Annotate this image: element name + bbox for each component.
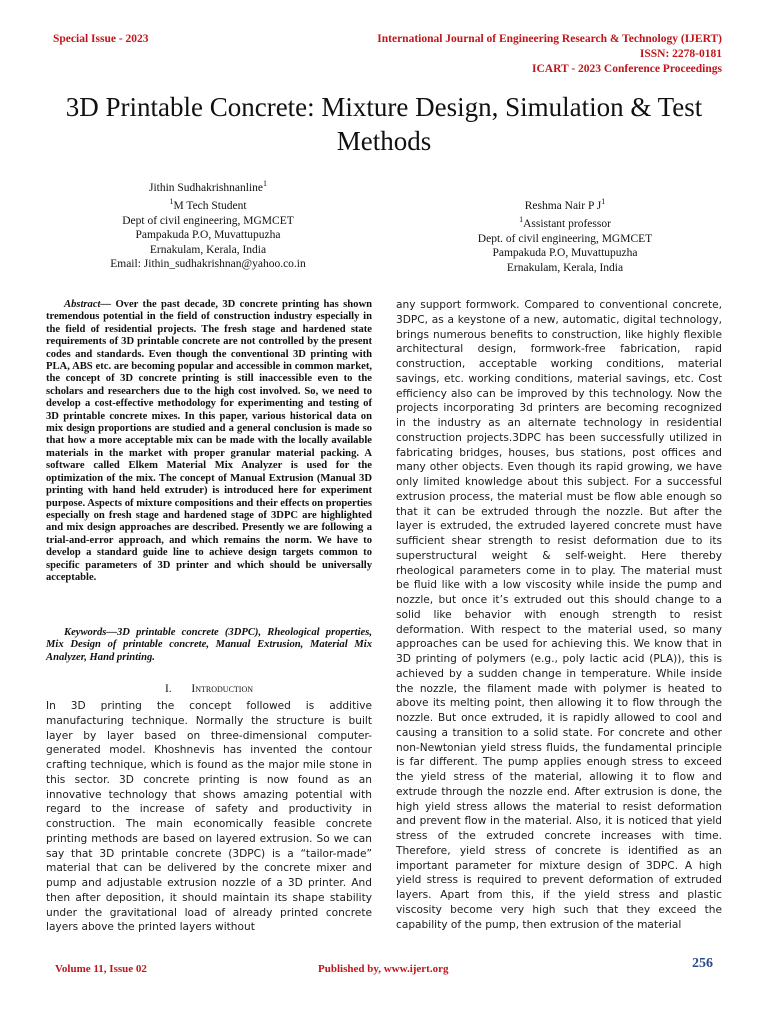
author-1-city: Ernakulam, Kerala, India xyxy=(149,243,267,256)
author-2-address: Pampakuda P.O, Muvattupuzha xyxy=(492,247,638,260)
intro-paragraph: In 3D printing the concept followed is additive manufacturing technique. Normally the structure is built layer by layer based on three-dimensional computer-generated model. Khoshnevis has invented the contour crafting technique, which is found as the major mile stone in this sector. 3D concrete printing is now found as an innovative technology that shows amazing potential with regard to the increase of safety and productivity in construction. The main economically feasible concrete printing methods are based on layered extrusion. So we can say that 3D printable concrete (3DPC) is a “tailor-made” material that can be delivered by the concrete mixer and pump and adjustable extrusion nozzle of a 3D printer. And then after deposition, it should maintain its shape stability under the gravitational load of already printed concrete layers above the printed layers without xyxy=(46,700,372,934)
author-2-role: Assistant professor xyxy=(523,218,611,231)
page-title: 3D Printable Concrete: Mixture Design, Simulation & Test Methods xyxy=(65,92,703,156)
author-1-email: Email: Jithin_sudhakrishnan@yahoo.co.in xyxy=(110,258,306,271)
keywords xyxy=(46,627,372,664)
author-2-superscript: 1 xyxy=(601,197,606,206)
abstract xyxy=(46,299,372,584)
section-number: I. xyxy=(164,683,172,695)
section-title: Introduction xyxy=(191,683,254,695)
author-1-role-superscript: 1 xyxy=(169,197,174,207)
author-1-address: Pampakuda P.O, Muvattupuzha xyxy=(135,229,281,242)
author-block-2 xyxy=(392,195,738,275)
author-2-dept: Dept. of civil engineering, MGMCET xyxy=(477,232,653,245)
author-1-dept: Dept of civil engineering, MGMCET xyxy=(122,214,294,227)
page-number: 256 xyxy=(692,956,713,971)
author-2-city: Ernakulam, Kerala, India xyxy=(506,261,624,274)
author-block-1 xyxy=(30,177,386,272)
abstract-label: Abstract— xyxy=(64,299,112,310)
header-special-issue: Special Issue - 2023 xyxy=(53,33,149,45)
header-journal-name: International Journal of Engineering Research & Technology (IJERT) xyxy=(377,33,722,45)
author-1-role: M Tech Student xyxy=(173,200,247,213)
footer-volume: Volume 11, Issue 02 xyxy=(55,963,147,975)
author-2-name: Reshma Nair P J xyxy=(524,199,602,212)
right-column-paragraph: any support formwork. Compared to conventional concrete, 3DPC, as a keystone of a new, automatic, digital technology, brings numerous benefits to construction, like highly flexible architectural design, formwork-free fabrication, rapid construction, acceptable working conditions, material savings, etc. working conditions, material savings, etc. Cost efficiency also can be improved by this technology. Now the projects incorporating 3d printers are becoming recognized in the industry as an alternate technology in residential construction projects.3DPC has been successfully utilized in fabricating bridges, houses, bus stations, post offices and many other objects. Even though its rapid growing, we have only limited knowledge about this subject. For a successful extrusion process, the material must be flow able enough so that it can be extruded through the nozzle. But after the layer is extruded, the extruded layered concrete must have sufficient shear strength to resist deformation due to its superstructural weight & self-weight. Here thereby rheological parameters come in to play. The material must be fluid like with a low viscosity while inside the pump and nozzle, but once it’s extruded out this should change to a solid like behavior with enough strength to resist deformation. With respect to the material used, so many approaches can be used for achieving this. We know that in 3D printing of polymers (e.g., poly lactic acid (PLA)), this is achieved by a sudden change in temperature. While inside the nozzle, the filament made with polymer is heated to above its melting point, then allowing it to flow through the nozzle. But once extruded, it is rapidly allowed to cool and causing a transition to a solid state. For concrete and other non-Newtonian yield stress fluids, the fundamental principle is far different. The pump applies enough stress to exceed the yield stress of the material, allowing it to flow and extrude through the nozzle end. After extrusion is done, the high yield stress allows the material to resist deformation and prevent flow in the material. Also, it is noticed that yield stress of the extruded concrete increases with time. Therefore, yield stress of concrete is identified as an important parameter for mixture design of 3DPC. A high yield stress is required to prevent deformation of extruded layers. Apart from this, if the yield stress and plastic viscosity become very high such that they exceed the capability of the pump, then extrusion of the material xyxy=(396,299,722,931)
header-conference: ICART - 2023 Conference Proceedings xyxy=(532,63,722,75)
author-2-role-superscript: 1 xyxy=(519,215,524,225)
section-heading xyxy=(46,682,372,696)
header-journal-block xyxy=(377,32,722,77)
keywords-text: Keywords—3D printable concrete (3DPC), Rheological properties, Mix Design of printable concrete, Manual Extrusion, Material Mix Analyzer, Hand printing. xyxy=(46,627,372,663)
header-issn: ISSN: 2278-0181 xyxy=(639,48,722,60)
footer-publisher: Published by, www.ijert.org xyxy=(318,963,449,975)
author-1-name: Jithin Sudhakrishnanline xyxy=(148,181,264,194)
abstract-text: Over the past decade, 3D concrete printing has shown tremendous potential in the field of construction industry especially in the field of residential projects. The fresh stage and hardened state requirements of 3D printable concrete are not controlled by the present codes and standards. Even though the conventional 3D printing with PLA, ABS etc. are becoming popular and accessible in common market, the concept of 3D concrete printing is still inaccessible even to the scholars and researchers due to the high cost involved. So, we need to develop a cost-effective methodology for experimenting and testing of 3D printable concrete mixes. In this paper, various historical data on mix design proportions are studied and a general conclusion is made so that how a more acceptable mix can be made with the locally available materials in the market with proper granular material packing. A software called Elkem Material Mix Analyzer is used for the optimization of the mix. The concept of Manual Extrusion (Manual 3D printing with hand held extruder) is introduced here for experiment purpose. Aspects of mixture compositions and their effects on properties especially on fresh stage and hardened stage of 3DPC are highlighted and mix design approaches are described. Presently we are following a trial-and-error approach, and which remains the norm. We have to develop a standard guide line to achieve design targets common to specific parameters of 3D printer and which should be universally acceptable. xyxy=(46,299,372,583)
author-1-superscript: 1 xyxy=(263,179,268,188)
